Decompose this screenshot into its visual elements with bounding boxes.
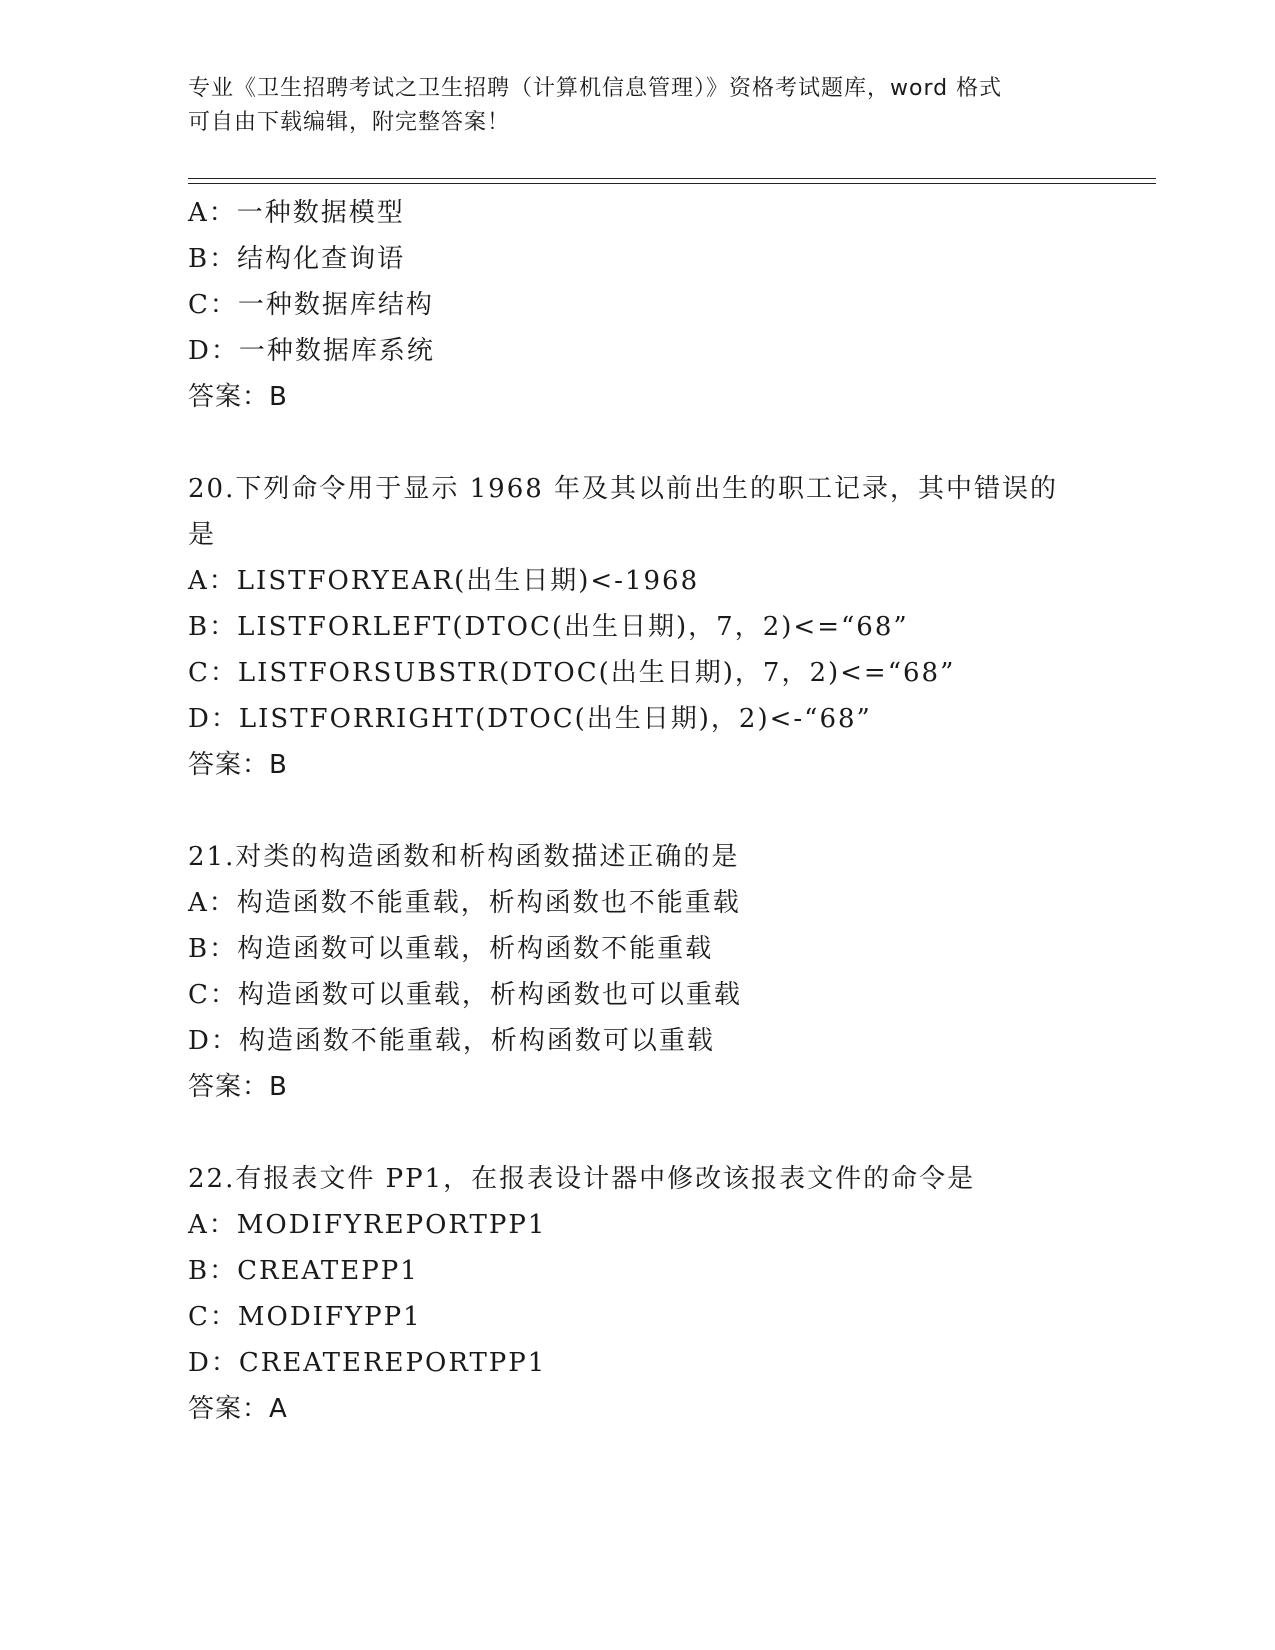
option-d: D：LISTFORRIGHT(DTOC(出生日期)，2)<-“68”	[188, 704, 872, 734]
spacer	[188, 1110, 1088, 1156]
answer-line: 答案：B	[188, 750, 288, 780]
header-rule-bottom	[188, 183, 1156, 184]
header-line-2: 可自由下载编辑，附完整答案！	[188, 110, 511, 135]
question-text: 22.有报表文件 PP1，在报表设计器中修改该报表文件的命令是	[188, 1164, 976, 1194]
option-c: C：LISTFORSUBSTR(DTOC(出生日期)，7，2)<=“68”	[188, 658, 956, 688]
option-b: B：结构化查询语	[188, 244, 406, 274]
option-a: A：LISTFORYEAR(出生日期)<-1968	[188, 566, 700, 596]
spacer	[188, 420, 1088, 466]
option-c: C：一种数据库结构	[188, 290, 434, 320]
question-block-21	[188, 834, 1088, 1110]
option-a: A：一种数据模型	[188, 198, 405, 228]
option-d: D：一种数据库系统	[188, 336, 435, 366]
question-block-22	[188, 1156, 1088, 1432]
answer-line: 答案：B	[188, 382, 288, 412]
question-list	[188, 190, 1088, 1432]
answer-line: 答案：A	[188, 1394, 288, 1424]
option-d: D：构造函数不能重载，析构函数可以重载	[188, 1026, 715, 1056]
option-c: C：构造函数可以重载，析构函数也可以重载	[188, 980, 742, 1010]
option-b: B：CREATEPP1	[188, 1256, 419, 1286]
option-b: B：LISTFORLEFT(DTOC(出生日期)，7，2)<=“68”	[188, 612, 909, 642]
answer-line: 答案：B	[188, 1072, 288, 1102]
question-text: 21.对类的构造函数和析构函数描述正确的是	[188, 842, 740, 872]
option-c: C：MODIFYPP1	[188, 1302, 422, 1332]
question-text-line-2: 是	[188, 520, 217, 550]
option-b: B：构造函数可以重载，析构函数不能重载	[188, 934, 714, 964]
question-block-20	[188, 466, 1088, 788]
header-rule-top	[188, 178, 1156, 179]
document-header	[188, 72, 1088, 140]
question-text-line-1: 20.下列命令用于显示 1968 年及其以前出生的职工记录，其中错误的	[188, 474, 1059, 504]
spacer	[188, 788, 1088, 834]
option-a: A：构造函数不能重载，析构函数也不能重载	[188, 888, 741, 918]
option-d: D：CREATEREPORTPP1	[188, 1348, 547, 1378]
header-line-1: 专业《卫生招聘考试之卫生招聘（计算机信息管理）》资格考试题库，word 格式	[188, 76, 1003, 101]
question-block-19	[188, 190, 1088, 420]
option-a: A：MODIFYREPORTPP1	[188, 1210, 547, 1240]
